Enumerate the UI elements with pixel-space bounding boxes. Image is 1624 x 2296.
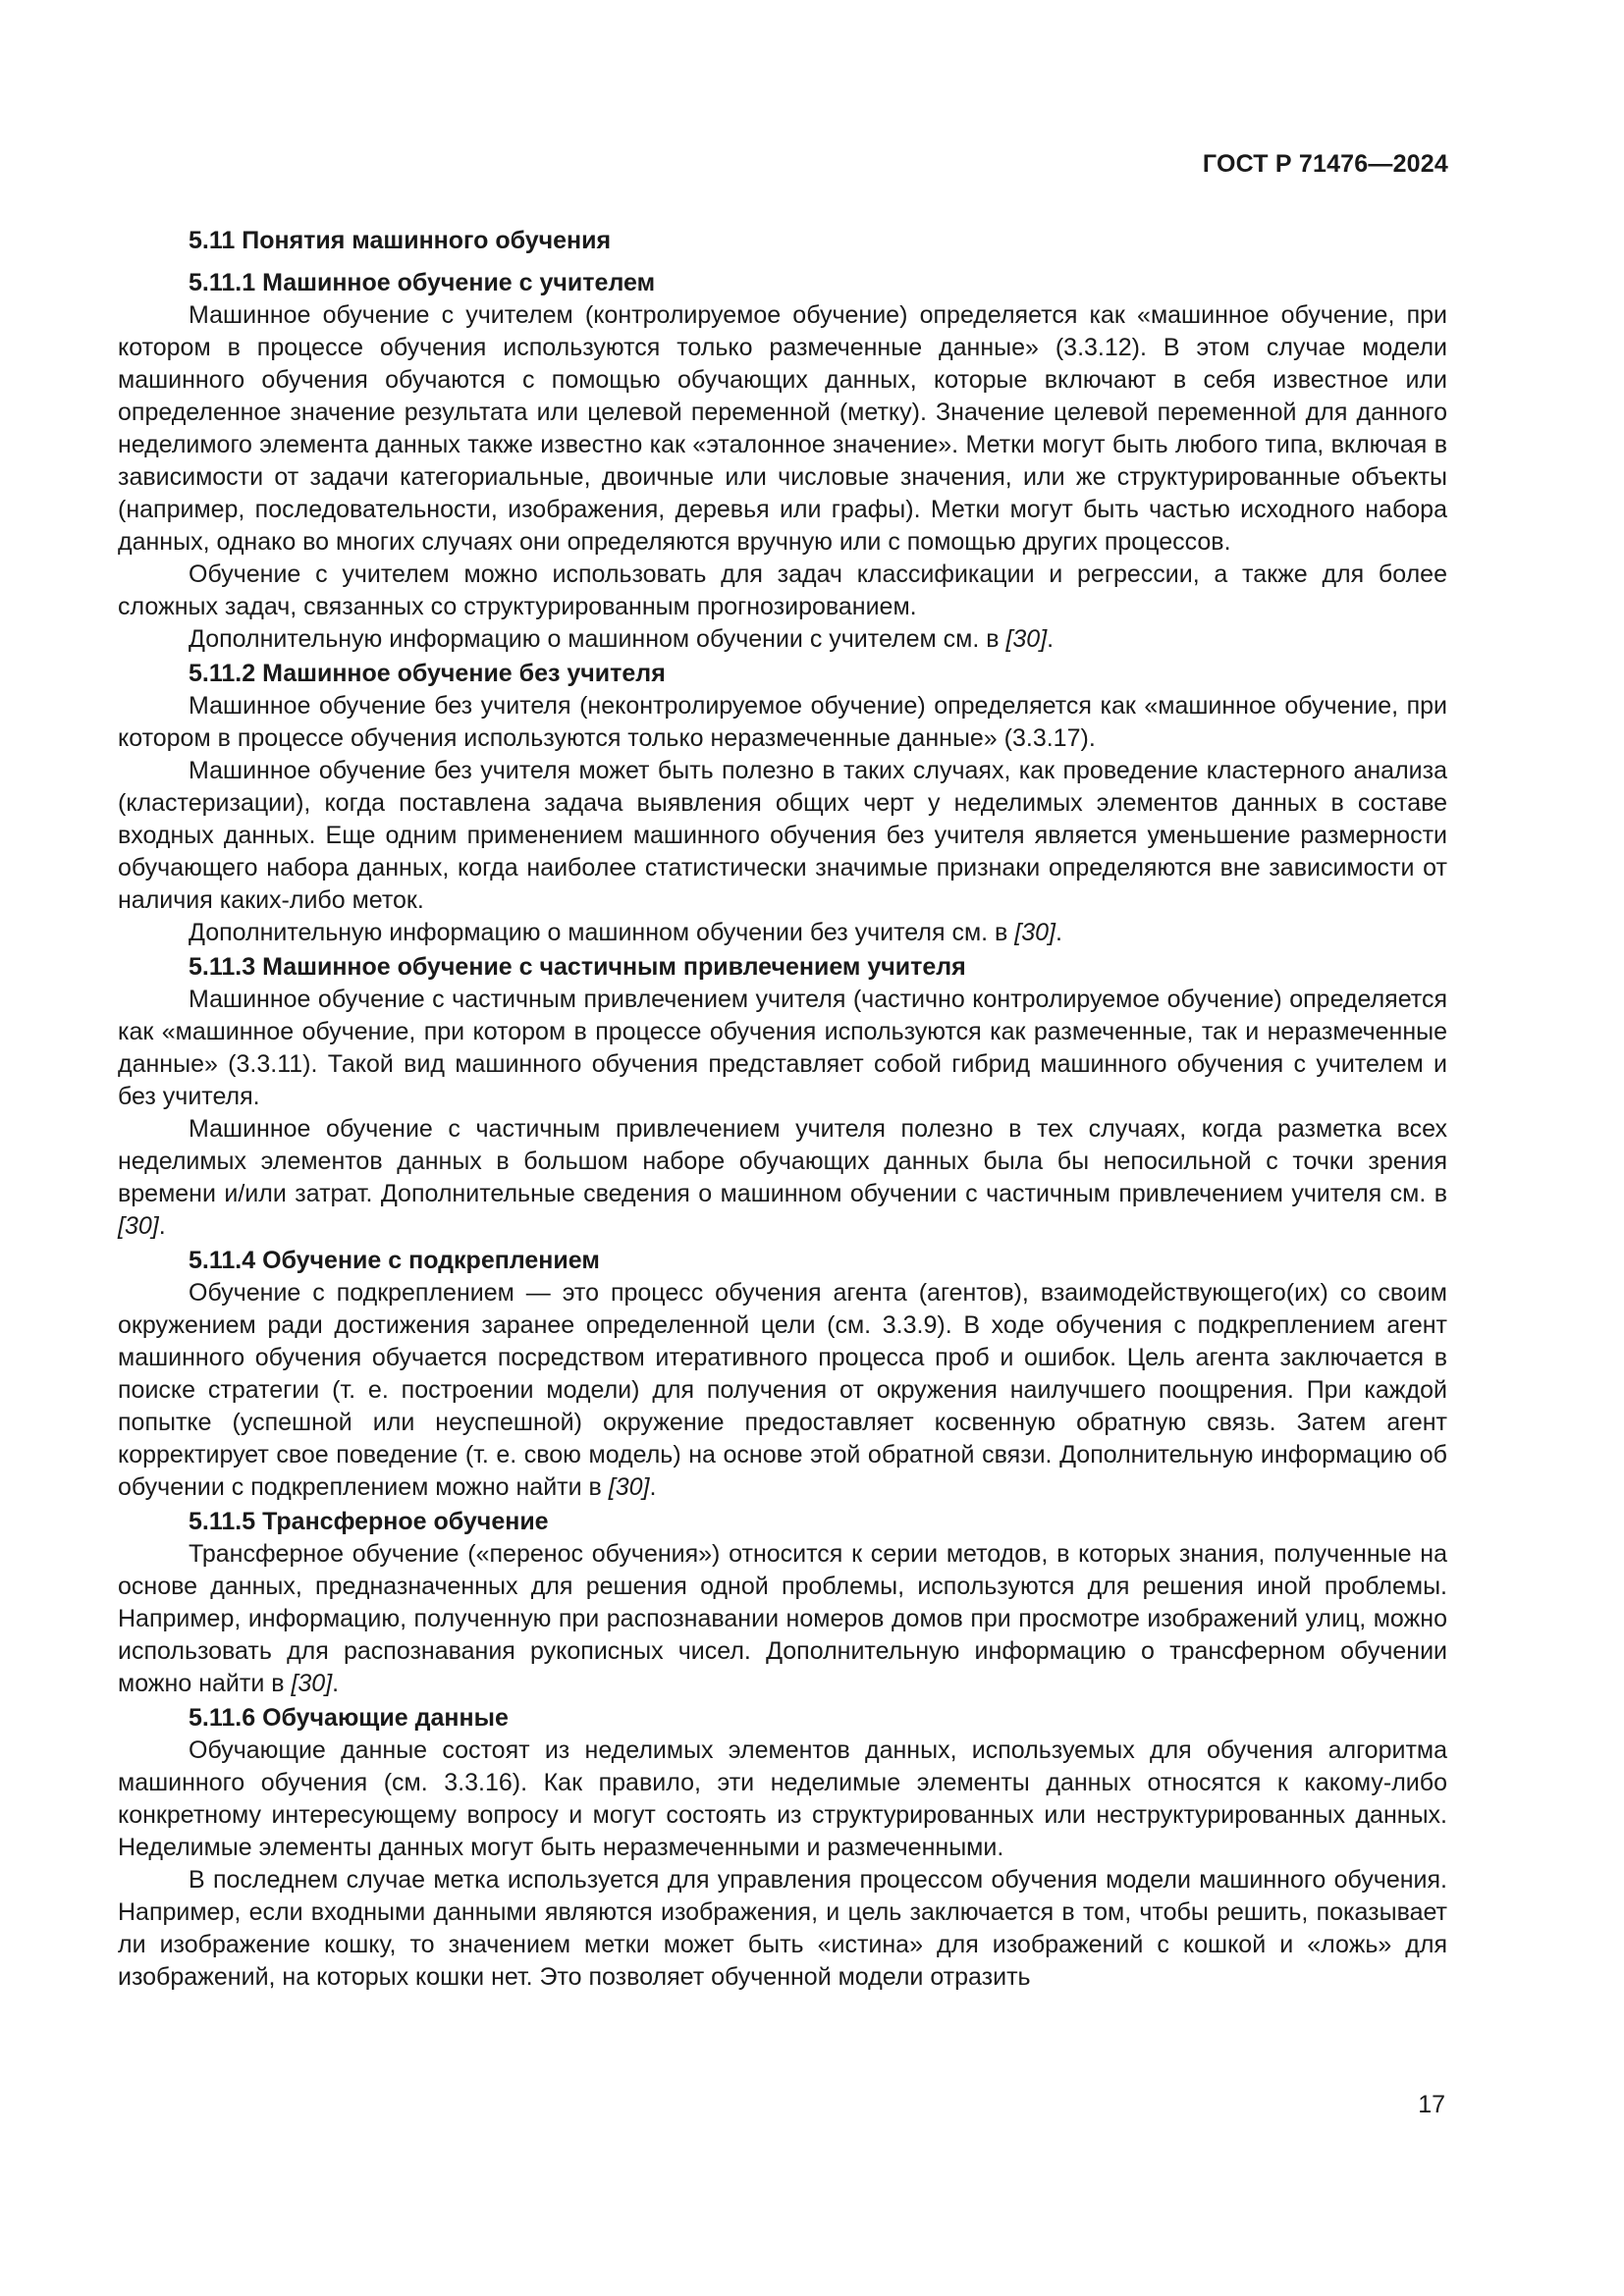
paragraph-end: . — [1055, 919, 1062, 946]
paragraph-end: . — [332, 1670, 340, 1697]
subsection-title-5-11-3: 5.11.3 Машинное обучение с частичным привлечением учителя — [189, 953, 966, 981]
reference-link: [30] — [118, 1212, 159, 1240]
subsection-title-5-11-4: 5.11.4 Обучение с подкреплением — [189, 1247, 600, 1274]
paragraph-end: . — [1047, 625, 1055, 653]
subsection-title-5-11-6: 5.11.6 Обучающие данные — [189, 1704, 509, 1732]
paragraph-text: Дополнительную информацию о машинном обучении с учителем см. в — [189, 625, 1006, 653]
page-number: 17 — [1418, 2091, 1445, 2118]
reference-link: [30] — [1014, 919, 1056, 946]
section-title: 5.11 Понятия машинного обучения — [189, 227, 612, 254]
subsection-title-5-11-1: 5.11.1 Машинное обучение с учителем — [189, 269, 656, 296]
paragraph: Обучающие данные состоят из неделимых элементов данных, используемых для обучения алгоритма машинного обучения (см. 3.3.16). Как правило, эти неделимые элементы данных относятся к какому-либо конкретному интересующему вопросу и могут состоять из структурированных или неструктурированных данных. Неделимые элементы данных могут быть неразмеченными и размеченными. — [118, 1736, 1447, 1861]
reference-link: [30] — [291, 1670, 333, 1697]
document-body — [118, 225, 1447, 1994]
paragraph: Машинное обучение с частичным привлечением учителя (частично контролируемое обучение) определяется как «машинное обучение, при котором в процессе обучения используются как размеченные, так и неразмеченные данные» (3.3.11). Такой вид машинного обучения представляет собой гибрид машинного обучения с учителем и без учителя. — [118, 986, 1447, 1110]
paragraph — [118, 1113, 1447, 1243]
paragraph: Машинное обучение без учителя (неконтролируемое обучение) определяется как «машинное обучение, при котором в процессе обучения используются только неразмеченные данные» (3.3.17). — [118, 692, 1447, 752]
paragraph-text: Трансферное обучение («перенос обучения») относится к серии методов, в которых знания, полученные на основе данных, предназначенных для решения одной проблемы, используются для решения иной проблемы. Например, информацию, полученную при распознавании номеров домов при просмотре изображений улиц, можно использовать для распознавания рукописных чисел. Дополнительную информацию о трансферном обучении можно найти в — [118, 1540, 1447, 1697]
reference-link: [30] — [1005, 625, 1048, 653]
paragraph-text: Обучение с подкреплением — это процесс обучения агента (агентов), взаимодействующего(их) со своим окружением ради достижения заранее определенной цели (см. 3.3.9). В ходе обучения с подкреплением агент машинного обучения обучается посредством итеративного процесса проб и ошибок. Цель агента заключается в поиске стратегии (т. е. построении модели) для получения от окружения наилучшего поощрения. При каждой попытке (успешной или неуспешной) окружение предоставляет косвенную обратную связь. Затем агент корректирует свое поведение (т. е. свою модель) на основе этой обратной связи. Дополнительную информацию об обучении с подкреплением можно найти в — [118, 1279, 1447, 1501]
paragraph: Машинное обучение с учителем (контролируемое обучение) определяется как «машинное обучение, при котором в процессе обучения используются только размеченные данные» (3.3.12). В этом случае модели машинного обучения обучаются с помощью обучающих данных, которые включают в себя известное или определенное значение результата или целевой переменной (метку). Значение целевой переменной для данного неделимого элемента данных также известно как «эталонное значение». Метки могут быть любого типа, включая в зависимости от задачи категориальные, двоичные или числовые значения, или же структурированные объекты (например, последовательности, изображения, деревья или графы). Метки могут быть частью исходного набора данных, однако во многих случаях они определяются вручную или с помощью других процессов. — [118, 301, 1447, 556]
paragraph-text: Машинное обучение с частичным привлечением учителя полезно в тех случаях, когда разметка всех неделимых элементов данных в большом наборе обучающих данных была бы непосильной с точки зрения времени и/или затрат. Дополнительные сведения о машинном обучении с частичным привлечением учителя см. в — [118, 1115, 1447, 1207]
subsection-title-5-11-5: 5.11.5 Трансферное обучение — [189, 1508, 549, 1535]
paragraph — [118, 623, 1447, 656]
paragraph-text: Дополнительную информацию о машинном обучении без учителя см. в — [189, 919, 1015, 946]
paragraph-end: . — [649, 1473, 657, 1501]
paragraph — [118, 1538, 1447, 1700]
paragraph: Обучение с учителем можно использовать для задач классификации и регрессии, а также для более сложных задач, связанных со структурированным прогнозированием. — [118, 561, 1447, 620]
paragraph-end: . — [158, 1212, 166, 1240]
document-header: ГОСТ Р 71476—2024 — [1202, 150, 1448, 178]
paragraph: В последнем случае метка используется для управления процессом обучения модели машинного обучения. Например, если входными данными являются изображения, и цель заключается в том, чтобы решить, показывает ли изображение кошку, то значением метки может быть «истина» для изображений с кошкой и «ложь» для изображений, на которых кошки нет. Это позволяет обученной модели отразить — [118, 1866, 1447, 1991]
paragraph — [118, 917, 1447, 949]
paragraph — [118, 1277, 1447, 1504]
reference-link: [30] — [608, 1473, 650, 1501]
paragraph: Машинное обучение без учителя может быть полезно в таких случаях, как проведение кластерного анализа (кластеризации), когда поставлена задача выявления общих черт у неделимых элементов данных в составе входных данных. Еще одним применением машинного обучения без учителя является уменьшение размерности обучающего набора данных, когда наиболее статистически значимые признаки определяются вне зависимости от наличия каких-либо меток. — [118, 757, 1447, 914]
subsection-title-5-11-2: 5.11.2 Машинное обучение без учителя — [189, 660, 666, 687]
